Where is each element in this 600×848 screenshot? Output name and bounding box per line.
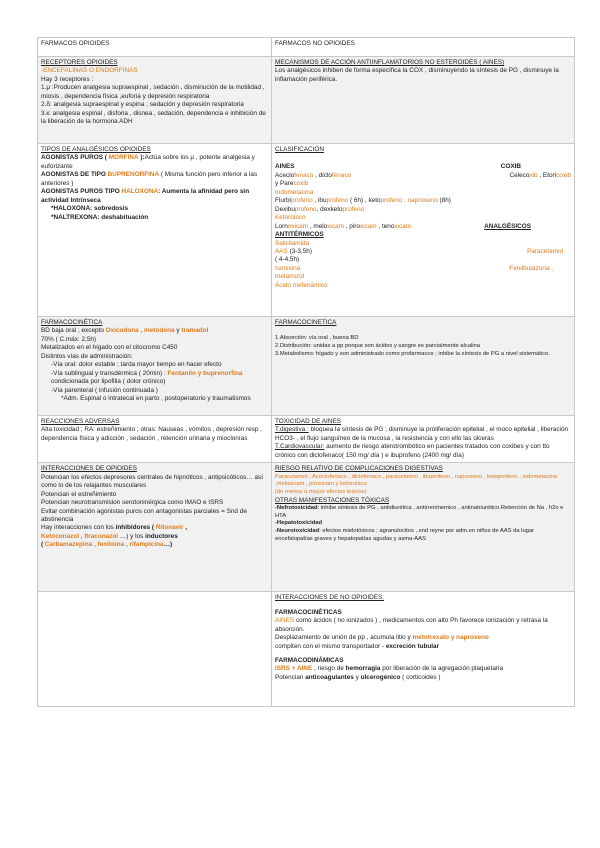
reacciones-text: Alta toxicidad ; RA: estreñimiento ; otras: Nauseas , vómitos , depresión resp , dependencia física y adicción , sedación , retención urinaria y mioclonías	[41, 426, 262, 442]
analgesicos-label: ANALGÉSICOS	[484, 222, 531, 230]
reacciones-cell	[38, 416, 272, 463]
mecanismo-cell	[272, 57, 575, 144]
fk-line-1: BD baja oral ; excepto Oxicodona , metodona y tramadol	[41, 327, 209, 335]
interacciones-cell	[38, 463, 272, 592]
comparison-table	[37, 37, 575, 707]
clas-row-1: Aceclofenaco , diclofenaco Celecoxib , Etoricoxib	[275, 171, 571, 179]
otras-title: OTRAS MANIFESTACIONES TÓXICAS	[275, 496, 390, 504]
clasificacion-title: CLASIFICACIÓN	[275, 146, 325, 153]
toxicidad-digestiva: T.digestiva : bloquea la síntesis de PG ; disminuye la proliferación epitelial , el moco epitelial , liberación HCO3- , el flujo sanguíneo de la mucosa , la resistencia y con ello las úlceras	[275, 426, 569, 442]
aines-label: AINES	[275, 163, 295, 171]
fk-line-3: Metalizados en el hígado con el citocromo C450	[41, 344, 178, 352]
inter-d1: ISRS + AINE , riesgo de hemorragia por liberación de la agregación plaquetaria	[275, 665, 504, 673]
fk-r-line-2: 2.Distribución: unidas a pp porque son ácidos y sangre es parcialmente alcalina	[275, 343, 480, 350]
inter-k2: Desplazamiento de unión de pp , acumula litio y metotrexato y naproxeno	[275, 634, 489, 642]
riesgo-title: RIESGO RELATIVO DE COMPLICACIONES DIGESTIVAS	[275, 465, 443, 473]
clas-aas-half: ( 4-4,5h)	[275, 256, 300, 264]
receptor-mu: 1.μ :Producen analgesia supraespinal , sedación , disminución de la motilidad , miosis , dependencia física ,euforia y depresión respiratoria	[41, 84, 265, 100]
inter-k1: AINES como ácidos ( no ionizados ) , medicamentos con alto Ph favorece ionización y retrasa la absorción.	[275, 617, 548, 633]
int-line-7: ( Carbamazepina , fenitoína , rifampicina…)	[41, 541, 173, 549]
fk-line-5: -Vía oral: dolor estable ; tarda mayor tiempo en hacer efecto	[51, 361, 222, 369]
int-line-1: Potencian los efectos depresores centrales de hipnóticos , antipsicóticos… así como lo de los relajantes musculares	[41, 473, 264, 490]
riesgo-cell	[272, 463, 575, 592]
fk-line-7: -Vía parenteral ( infusión continuada )	[51, 386, 158, 394]
fk-line-6: -Vía sublingual y transdérmica ( 20min) : Fentanilo y buprenorfina condicionada por lipofilia ( dolor crónico)	[51, 369, 243, 386]
farmacocinetica-opioides-cell	[38, 317, 272, 416]
farmacocinetica-r-title: FARMACOCINETICA	[275, 319, 337, 326]
receptores-hay: Hay 3 receptores :	[41, 75, 94, 83]
riesgo-list: Paracetamol , Aceclofenaco , diclofenaco , paracetamol , ibuprofeno , naproxeno , ketoprofeno , indometacina ,meloxicam , piroxicam y ketorolaco	[275, 473, 557, 488]
hepatotoxicidad: -Hepatotoxicidad	[275, 520, 323, 527]
neurotoxicidad: -Neurotoxicidad: efectos mielotóxicos ; agranulocitos , snd reyne por adm.en niños de AAS da lugar encefalopatías graves y hepatopatías agudas y asma-AAS	[275, 528, 535, 542]
header-opioides: FARMACOS OPIOIDES	[38, 38, 272, 57]
clas-ketorolaco: Ketorolaco	[275, 214, 306, 222]
toxicidad-cardiovascular: T.Cardiovascular: aumento de riesgo aterotrombótico en pacientes tratados con coxibes y con tto crónico con diclofenaco( 150 mg/ día ) e ibuprofeno (2400 mg/ día)	[275, 443, 550, 459]
fk-line-8: *Adm. Espinal o intratecal en parto , postoperatorio y traumatismos	[61, 395, 251, 403]
coxib-label: COXIB	[500, 163, 521, 171]
toxicidad-title: TOXICIDAD DE AINES	[275, 418, 341, 425]
clas-aas-row: AAS (3-3,5h) Paracetamol	[275, 247, 563, 255]
fk-r-line-1: 1.Absorción: vía oral , buena BD	[275, 335, 359, 342]
clas-row-4: Flurbiprofeno , ibuprofeno ( 6h) , ketoprofeno , naproxeno (8h)	[275, 197, 451, 205]
clasificacion-cell	[272, 144, 575, 317]
antitermicos-label: ANTITÉRMICOS	[275, 231, 324, 239]
int-line-5: Hay interacciones con los inhibidores ( Ritonavir ,	[41, 524, 188, 532]
int-line-3: Potencian neurotransmision serotoninérgica como IMAO e ISRS	[41, 499, 224, 507]
fk-line-2: 70% ( C.máx: 2,5h)	[41, 335, 97, 343]
tipos-cell	[38, 144, 272, 317]
clas-metamizol: metamizol	[275, 273, 305, 281]
receptores-cell	[38, 57, 272, 144]
clas-iso-row: Isonixina Fenilbutazona ,	[275, 264, 553, 272]
clas-row-7: Lornoxicam , meloxicam , piroxicam , tenoxicam ANALGÉSICOS	[275, 222, 531, 230]
fk-r-line-3: 3.Metabolismo: hígado y son administrado como profarmacos ; inhibe la síntesis de PG a nivel sistemático.	[275, 350, 550, 357]
receptor-kappa: 3.к: analgesia espinal , disforia , disnea , sedación, dependencia e inhibición de la liberación de la hormona ADH	[41, 109, 266, 126]
farmacocineticas-label: FARMACOCINÉTICAS	[275, 608, 342, 616]
riesgo-note: (de menos a mayor efectos lesivos)	[275, 489, 367, 495]
clas-acido: Ácido mefenámico	[275, 281, 328, 289]
tipos-line-3: AGONISTAS PUROS TIPO HALOXONA: Aumenta la afinidad pero sin actividad Intrínseca	[41, 188, 250, 204]
farmacodinamicas-label: FARMACODINÁMICAS	[275, 656, 344, 664]
clas-salicilamida: Salicilamida	[275, 239, 310, 247]
clas-indometacina: Indometacina	[275, 188, 314, 196]
clas-row-2: y Parecoxib	[275, 180, 309, 188]
empty-cell	[38, 592, 272, 707]
receptor-delta: 2.δ: analgesia supraespinal y espina ; sedación y depresión respiratoria	[41, 101, 244, 109]
int-line-4: Evitar combinación agonistas puros con antagonistas parciales = Snd de abstinencia	[41, 507, 247, 523]
receptores-title: RECEPTORES OPIOIDES	[41, 59, 118, 66]
interacciones-no-opioides-cell	[272, 592, 575, 707]
nefrotoxicidad: -Nefrotoxicidad: inhibe síntesis de PG , antidiurética , antirrenínemico , antinatriurético.Retención de Na , h2o e HTA	[275, 505, 564, 519]
farmacocinetica-title: FARMACOCINÉTICA	[41, 319, 103, 326]
inter-k3: compiten con el mismo transportador - excreción tubular	[275, 642, 440, 650]
tipos-title: TIPOS DE ANALGÉSICOS OPIOIDES	[41, 146, 151, 153]
mecanismo-title: MECANISMOS DE ACCIÓN ANTIINFLAMATORIOS NO ESTEROIDES ( AINES)	[275, 59, 505, 66]
receptores-endo: -ENCEFALINAS O ENDORFINAS	[41, 67, 138, 75]
fk-line-4: Distintos vías de administración:	[41, 352, 133, 360]
clas-row-5: Dexibuprofeno, dexketoprofeno	[275, 205, 365, 213]
header-no-opioides: FARMACOS NO OPIOIDES	[272, 38, 575, 57]
tipos-naltrexona: *NALTREXONA: deshabituación	[51, 213, 149, 221]
mecanismo-text: Los analgésicos inhiben de forma específica la COX , disminuyendo la síntesis de PG , disminuye la inflamación periférica.	[275, 67, 559, 83]
int-line-2: Potencian el estreñimiento	[41, 490, 117, 498]
reacciones-title: REACCIONES ADVERSAS	[41, 418, 120, 425]
farmacocinetica-no-opioides-cell	[272, 317, 575, 416]
tipos-line-2: AGONISTAS DE TIPO BUPRENORFINA ( Misma función pero inferior a las anteriores )	[41, 171, 258, 187]
tipos-line-1: AGONISTAS PUROS ( MORFINA ):Actúa sobre los μ , potente analgesia y euforizante	[41, 154, 255, 170]
inter-no-title: INTERACCIONES DE NO OPIOIDES:	[275, 594, 385, 602]
interacciones-title: INTERACCIONES DE OPIOIDES	[41, 465, 137, 473]
inter-d2: Potencian anticoagulantes y ulcerogénico ( corticoides )	[275, 673, 441, 681]
tipos-haloxona: *HALOXONA: sobredosis	[51, 205, 129, 213]
toxicidad-cell	[272, 416, 575, 463]
int-line-6: Ketoconazol , Itraconazol …) y los inductores	[41, 532, 178, 540]
